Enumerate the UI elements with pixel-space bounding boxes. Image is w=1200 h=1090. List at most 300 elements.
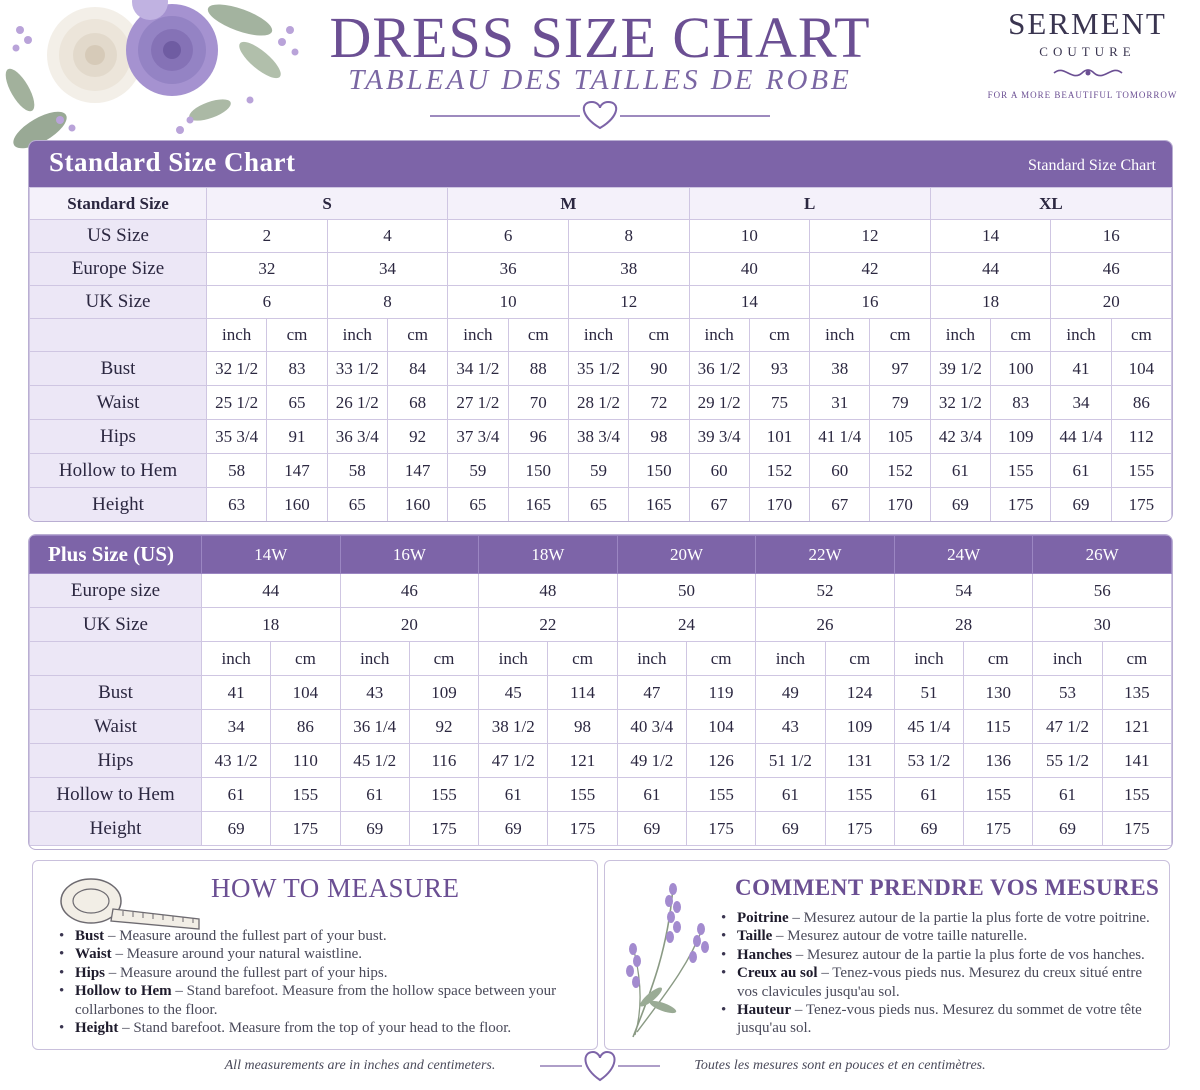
plus-size-cell: 22W bbox=[756, 536, 895, 574]
measurement-cell: 39 1/2 bbox=[930, 352, 990, 386]
unit-cm-cell: cm bbox=[825, 642, 894, 676]
measurement-cell: 60 bbox=[689, 454, 749, 488]
size-value-cell: 6 bbox=[207, 286, 328, 319]
instruction-text: – Stand barefoot. Measure from the hollow space between your collarbones to the floor. bbox=[75, 983, 557, 1018]
measurement-cell: 26 1/2 bbox=[327, 386, 387, 420]
measurement-row bbox=[30, 710, 1172, 744]
size-value-cell: 44 bbox=[202, 574, 341, 608]
measurement-cell: 61 bbox=[1033, 778, 1102, 812]
measurement-cell: 61 bbox=[930, 454, 990, 488]
plus-size-cell: 26W bbox=[1033, 536, 1172, 574]
measurement-cell: 83 bbox=[267, 352, 327, 386]
measurement-cell: 131 bbox=[825, 744, 894, 778]
size-value-cell: 8 bbox=[327, 286, 448, 319]
measurement-cell: 41 1/4 bbox=[810, 420, 870, 454]
size-value-cell: 52 bbox=[756, 574, 895, 608]
measurement-cell: 124 bbox=[825, 676, 894, 710]
size-value-cell: 8 bbox=[568, 220, 689, 253]
instruction-item bbox=[721, 946, 1166, 964]
unit-cm-cell: cm bbox=[508, 319, 568, 352]
size-value-cell: 46 bbox=[1051, 253, 1172, 286]
instruction-text: – Tenez-vous pieds nus. Mesurez du creux situé entre vos clavicules jusqu'au sol. bbox=[737, 965, 1142, 1000]
measurement-row bbox=[30, 778, 1172, 812]
row-label: Hips bbox=[30, 744, 202, 778]
measurement-cell: 88 bbox=[508, 352, 568, 386]
row-label: Waist bbox=[30, 710, 202, 744]
size-value-cell: 46 bbox=[340, 574, 479, 608]
unit-inch-cell: inch bbox=[327, 319, 387, 352]
instruction-term: Taille bbox=[737, 928, 773, 945]
measurement-cell: 93 bbox=[749, 352, 809, 386]
measurement-cell: 44 1/4 bbox=[1051, 420, 1111, 454]
measurement-cell: 91 bbox=[267, 420, 327, 454]
measurement-cell: 147 bbox=[387, 454, 447, 488]
measurement-cell: 34 1/2 bbox=[448, 352, 508, 386]
measurement-cell: 116 bbox=[409, 744, 478, 778]
measurement-cell: 43 1/2 bbox=[202, 744, 271, 778]
unit-row bbox=[30, 642, 1172, 676]
instruction-term: Hips bbox=[75, 964, 106, 981]
row-label: Hollow to Hem bbox=[30, 778, 202, 812]
measurement-cell: 29 1/2 bbox=[689, 386, 749, 420]
unit-inch-cell: inch bbox=[207, 319, 267, 352]
measurement-cell: 36 1/4 bbox=[340, 710, 409, 744]
measurement-cell: 69 bbox=[930, 488, 990, 522]
measurement-cell: 32 1/2 bbox=[930, 386, 990, 420]
measurement-cell: 175 bbox=[686, 812, 755, 846]
measurement-cell: 152 bbox=[749, 454, 809, 488]
measurement-cell: 150 bbox=[629, 454, 689, 488]
instruction-item bbox=[721, 909, 1166, 927]
measurement-cell: 67 bbox=[689, 488, 749, 522]
instruction-text: – Mesurez autour de la partie la plus forte de votre poitrine. bbox=[788, 910, 1150, 926]
footer-note-french: Toutes les mesures sont en pouces et en centimètres. bbox=[694, 1058, 986, 1073]
measurement-cell: 61 bbox=[479, 778, 548, 812]
instruction-term: Hauteur bbox=[737, 1002, 792, 1019]
plus-size-cell: 20W bbox=[617, 536, 756, 574]
size-value-cell: 36 bbox=[448, 253, 569, 286]
size-conversion-row bbox=[30, 220, 1172, 253]
measurement-cell: 61 bbox=[202, 778, 271, 812]
size-value-cell: 20 bbox=[340, 608, 479, 642]
comment-prendre-box bbox=[604, 860, 1170, 1050]
measurement-cell: 92 bbox=[409, 710, 478, 744]
measurement-cell: 136 bbox=[964, 744, 1033, 778]
size-value-cell: 18 bbox=[202, 608, 341, 642]
measurement-cell: 41 bbox=[1051, 352, 1111, 386]
instruction-term: Creux au sol bbox=[737, 965, 818, 982]
unit-cm-cell: cm bbox=[749, 319, 809, 352]
measurement-cell: 114 bbox=[548, 676, 617, 710]
standard-table-header bbox=[29, 141, 1172, 187]
instruction-text: – Measure around your natural waistline. bbox=[111, 946, 363, 963]
measurement-cell: 61 bbox=[894, 778, 963, 812]
measurement-cell: 104 bbox=[271, 676, 340, 710]
measurement-cell: 51 bbox=[894, 676, 963, 710]
size-value-cell: 38 bbox=[568, 253, 689, 286]
instruction-item bbox=[59, 927, 579, 945]
instruction-term: Hollow to Hem bbox=[75, 983, 172, 1000]
measurement-cell: 68 bbox=[387, 386, 447, 420]
measurement-cell: 49 bbox=[756, 676, 825, 710]
instruction-term: Height bbox=[75, 1020, 119, 1037]
floral-decoration bbox=[0, 0, 310, 150]
size-value-cell: 26 bbox=[756, 608, 895, 642]
measurement-cell: 67 bbox=[810, 488, 870, 522]
row-label: UK Size bbox=[30, 286, 207, 319]
brand-logo-sub: COUTURE bbox=[1039, 44, 1136, 59]
measurement-cell: 170 bbox=[870, 488, 930, 522]
measurement-cell: 104 bbox=[1111, 352, 1171, 386]
brand-tagline: FOR A MORE BEAUTIFUL TOMORROW bbox=[987, 90, 1178, 100]
instruction-item bbox=[59, 982, 579, 1019]
measurement-cell: 47 1/2 bbox=[1033, 710, 1102, 744]
size-value-cell: 48 bbox=[479, 574, 618, 608]
instruction-text: – Stand barefoot. Measure from the top of your head to the floor. bbox=[118, 1020, 512, 1037]
size-value-cell: 24 bbox=[617, 608, 756, 642]
measurement-cell: 35 3/4 bbox=[207, 420, 267, 454]
measurement-cell: 51 1/2 bbox=[756, 744, 825, 778]
measurement-cell: 98 bbox=[629, 420, 689, 454]
measurement-cell: 92 bbox=[387, 420, 447, 454]
size-conversion-row bbox=[30, 574, 1172, 608]
size-value-cell: 14 bbox=[689, 286, 810, 319]
footer-note-english: All measurements are in inches and centimeters. bbox=[224, 1058, 496, 1073]
measurement-cell: 70 bbox=[508, 386, 568, 420]
measurement-cell: 63 bbox=[207, 488, 267, 522]
measurement-cell: 58 bbox=[327, 454, 387, 488]
row-label: Standard Size bbox=[30, 188, 207, 220]
size-value-cell: 28 bbox=[894, 608, 1033, 642]
size-value-cell: 12 bbox=[568, 286, 689, 319]
measurement-cell: 34 bbox=[202, 710, 271, 744]
unit-cm-cell: cm bbox=[387, 319, 447, 352]
instruction-item bbox=[59, 1019, 579, 1037]
measurement-cell: 69 bbox=[340, 812, 409, 846]
unit-inch-cell: inch bbox=[930, 319, 990, 352]
unit-inch-cell: inch bbox=[1033, 642, 1102, 676]
instruction-text: – Mesurez autour de votre taille naturelle. bbox=[772, 928, 1028, 945]
measurement-cell: 69 bbox=[1033, 812, 1102, 846]
measurement-cell: 69 bbox=[617, 812, 686, 846]
heart-divider-icon bbox=[430, 98, 770, 132]
unit-inch-cell: inch bbox=[1051, 319, 1111, 352]
measurement-cell: 45 1/2 bbox=[340, 744, 409, 778]
measurement-cell: 130 bbox=[964, 676, 1033, 710]
standard-size-table bbox=[28, 140, 1173, 522]
instruction-text: – Measure around the fullest part of your hips. bbox=[105, 964, 388, 981]
size-value-cell: 40 bbox=[689, 253, 810, 286]
measurement-cell: 109 bbox=[409, 676, 478, 710]
unit-cm-cell: cm bbox=[267, 319, 327, 352]
measurement-cell: 141 bbox=[1102, 744, 1171, 778]
measurement-cell: 47 bbox=[617, 676, 686, 710]
size-value-cell: 18 bbox=[930, 286, 1051, 319]
row-label: Hollow to Hem bbox=[30, 454, 207, 488]
row-label-empty bbox=[30, 319, 207, 352]
measurement-cell: 109 bbox=[991, 420, 1051, 454]
measurement-cell: 121 bbox=[548, 744, 617, 778]
measurement-cell: 59 bbox=[448, 454, 508, 488]
plus-size-table bbox=[28, 534, 1173, 850]
row-label: US Size bbox=[30, 220, 207, 253]
measurement-row bbox=[30, 386, 1172, 420]
measurement-cell: 170 bbox=[749, 488, 809, 522]
row-label: Height bbox=[30, 488, 207, 522]
unit-cm-cell: cm bbox=[1111, 319, 1171, 352]
measurement-cell: 45 1/4 bbox=[894, 710, 963, 744]
measurement-cell: 83 bbox=[991, 386, 1051, 420]
measurement-cell: 61 bbox=[617, 778, 686, 812]
unit-cm-cell: cm bbox=[409, 642, 478, 676]
measurement-cell: 101 bbox=[749, 420, 809, 454]
measurement-cell: 110 bbox=[271, 744, 340, 778]
comment-prendre-list bbox=[721, 909, 1166, 1038]
measurement-cell: 69 bbox=[202, 812, 271, 846]
comment-prendre-title: COMMENT PRENDRE VOS MESURES bbox=[735, 875, 1160, 900]
instruction-item bbox=[721, 927, 1166, 945]
measurement-cell: 43 bbox=[756, 710, 825, 744]
size-value-cell: 44 bbox=[930, 253, 1051, 286]
size-value-cell: 16 bbox=[810, 286, 931, 319]
measurement-row bbox=[30, 812, 1172, 846]
measurement-cell: 38 1/2 bbox=[479, 710, 548, 744]
measurement-cell: 126 bbox=[686, 744, 755, 778]
measurement-cell: 175 bbox=[1102, 812, 1171, 846]
measurement-cell: 37 3/4 bbox=[448, 420, 508, 454]
instruction-term: Hanches bbox=[737, 946, 793, 963]
measurement-row bbox=[30, 488, 1172, 522]
measurement-cell: 55 1/2 bbox=[1033, 744, 1102, 778]
instruction-item bbox=[59, 964, 579, 982]
measurement-cell: 42 3/4 bbox=[930, 420, 990, 454]
how-to-measure-title: HOW TO MEASURE bbox=[211, 873, 460, 903]
plus-size-cell: 14W bbox=[202, 536, 341, 574]
size-value-cell: 6 bbox=[448, 220, 569, 253]
measurement-cell: 69 bbox=[1051, 488, 1111, 522]
standard-table-title: Standard Size Chart bbox=[49, 147, 296, 177]
measurement-cell: 105 bbox=[870, 420, 930, 454]
measurement-cell: 90 bbox=[629, 352, 689, 386]
letter-size-cell: XL bbox=[930, 188, 1171, 220]
plus-size-cell: 16W bbox=[340, 536, 479, 574]
measurement-cell: 69 bbox=[756, 812, 825, 846]
plus-size-header-row bbox=[30, 536, 1172, 574]
size-value-cell: 20 bbox=[1051, 286, 1172, 319]
measurement-cell: 175 bbox=[964, 812, 1033, 846]
measurement-cell: 79 bbox=[870, 386, 930, 420]
measurement-cell: 155 bbox=[271, 778, 340, 812]
measurement-cell: 121 bbox=[1102, 710, 1171, 744]
measurement-cell: 69 bbox=[479, 812, 548, 846]
size-value-cell: 12 bbox=[810, 220, 931, 253]
measurement-cell: 39 3/4 bbox=[689, 420, 749, 454]
unit-cm-cell: cm bbox=[686, 642, 755, 676]
unit-cm-cell: cm bbox=[548, 642, 617, 676]
page-subtitle: TABLEAU DES TAILLES DE ROBE bbox=[348, 64, 852, 96]
instruction-term: Poitrine bbox=[737, 910, 789, 926]
unit-inch-cell: inch bbox=[756, 642, 825, 676]
measurement-cell: 86 bbox=[271, 710, 340, 744]
measurement-cell: 150 bbox=[508, 454, 568, 488]
page-title: DRESS SIZE CHART bbox=[329, 5, 871, 70]
row-label: Bust bbox=[30, 352, 207, 386]
measurement-cell: 33 1/2 bbox=[327, 352, 387, 386]
how-to-measure-box bbox=[32, 860, 598, 1050]
measurement-row bbox=[30, 676, 1172, 710]
measurement-cell: 61 bbox=[1051, 454, 1111, 488]
measurement-cell: 61 bbox=[340, 778, 409, 812]
unit-cm-cell: cm bbox=[271, 642, 340, 676]
instruction-text: – Tenez-vous pieds nus. Mesurez du sommet de votre tête jusqu'au sol. bbox=[737, 1002, 1142, 1037]
measurement-cell: 65 bbox=[267, 386, 327, 420]
measurement-cell: 36 3/4 bbox=[327, 420, 387, 454]
unit-inch-cell: inch bbox=[340, 642, 409, 676]
measurement-cell: 135 bbox=[1102, 676, 1171, 710]
measurement-cell: 31 bbox=[810, 386, 870, 420]
measurement-cell: 45 bbox=[479, 676, 548, 710]
measurement-cell: 104 bbox=[686, 710, 755, 744]
measurement-cell: 35 1/2 bbox=[568, 352, 628, 386]
plus-table-title: Plus Size (US) bbox=[30, 536, 202, 574]
size-value-cell: 54 bbox=[894, 574, 1033, 608]
size-value-cell: 10 bbox=[689, 220, 810, 253]
measurement-cell: 97 bbox=[870, 352, 930, 386]
unit-inch-cell: inch bbox=[202, 642, 271, 676]
letter-size-cell: M bbox=[448, 188, 689, 220]
measurement-cell: 27 1/2 bbox=[448, 386, 508, 420]
measurement-cell: 175 bbox=[409, 812, 478, 846]
measurement-cell: 58 bbox=[207, 454, 267, 488]
measuring-tape-icon bbox=[53, 873, 203, 931]
unit-inch-cell: inch bbox=[689, 319, 749, 352]
measurement-cell: 175 bbox=[1111, 488, 1171, 522]
measurement-cell: 65 bbox=[448, 488, 508, 522]
measurement-cell: 53 1/2 bbox=[894, 744, 963, 778]
lavender-icon bbox=[613, 867, 721, 1042]
unit-inch-cell: inch bbox=[617, 642, 686, 676]
measurement-cell: 175 bbox=[548, 812, 617, 846]
measurement-cell: 175 bbox=[271, 812, 340, 846]
measurement-cell: 25 1/2 bbox=[207, 386, 267, 420]
measurement-cell: 59 bbox=[568, 454, 628, 488]
measurement-cell: 40 3/4 bbox=[617, 710, 686, 744]
instruction-item bbox=[721, 1001, 1166, 1038]
measurement-cell: 100 bbox=[991, 352, 1051, 386]
measurement-cell: 152 bbox=[870, 454, 930, 488]
measurement-cell: 41 bbox=[202, 676, 271, 710]
row-label: Europe size bbox=[30, 574, 202, 608]
row-label: Europe Size bbox=[30, 253, 207, 286]
plus-size-cell: 18W bbox=[479, 536, 618, 574]
measurement-cell: 32 1/2 bbox=[207, 352, 267, 386]
size-value-cell: 42 bbox=[810, 253, 931, 286]
measurement-row bbox=[30, 744, 1172, 778]
unit-cm-cell: cm bbox=[964, 642, 1033, 676]
row-label: Bust bbox=[30, 676, 202, 710]
measurement-cell: 155 bbox=[1111, 454, 1171, 488]
size-value-cell: 30 bbox=[1033, 608, 1172, 642]
measurement-cell: 60 bbox=[810, 454, 870, 488]
instruction-item bbox=[721, 964, 1166, 1001]
size-value-cell: 16 bbox=[1051, 220, 1172, 253]
size-value-cell: 2 bbox=[207, 220, 328, 253]
measurement-cell: 155 bbox=[548, 778, 617, 812]
unit-inch-cell: inch bbox=[810, 319, 870, 352]
row-label: UK Size bbox=[30, 608, 202, 642]
ornament-icon bbox=[1050, 62, 1126, 84]
measurement-cell: 65 bbox=[568, 488, 628, 522]
size-value-cell: 34 bbox=[327, 253, 448, 286]
measurement-cell: 147 bbox=[267, 454, 327, 488]
measurement-cell: 38 bbox=[810, 352, 870, 386]
size-value-cell: 4 bbox=[327, 220, 448, 253]
measurement-cell: 175 bbox=[825, 812, 894, 846]
unit-cm-cell: cm bbox=[870, 319, 930, 352]
measurement-cell: 155 bbox=[1102, 778, 1171, 812]
measurement-cell: 165 bbox=[629, 488, 689, 522]
measurement-cell: 165 bbox=[508, 488, 568, 522]
measurement-cell: 34 bbox=[1051, 386, 1111, 420]
measurement-cell: 43 bbox=[340, 676, 409, 710]
instruction-item bbox=[59, 945, 579, 963]
measurement-cell: 86 bbox=[1111, 386, 1171, 420]
standard-size-row bbox=[30, 188, 1172, 220]
measurement-cell: 155 bbox=[686, 778, 755, 812]
unit-row bbox=[30, 319, 1172, 352]
measurement-cell: 65 bbox=[327, 488, 387, 522]
size-value-cell: 32 bbox=[207, 253, 328, 286]
measurement-cell: 155 bbox=[825, 778, 894, 812]
measurement-cell: 119 bbox=[686, 676, 755, 710]
measurement-cell: 75 bbox=[749, 386, 809, 420]
plus-size-cell: 24W bbox=[894, 536, 1033, 574]
measurement-cell: 112 bbox=[1111, 420, 1171, 454]
measurement-cell: 38 3/4 bbox=[568, 420, 628, 454]
measurement-cell: 155 bbox=[964, 778, 1033, 812]
row-label: Height bbox=[30, 812, 202, 846]
row-label: Waist bbox=[30, 386, 207, 420]
brand-logo-name: SERMENT bbox=[1008, 6, 1167, 41]
measurement-cell: 53 bbox=[1033, 676, 1102, 710]
how-to-measure-list bbox=[59, 927, 579, 1037]
size-conversion-row bbox=[30, 608, 1172, 642]
size-value-cell: 10 bbox=[448, 286, 569, 319]
letter-size-cell: L bbox=[689, 188, 930, 220]
size-conversion-row bbox=[30, 286, 1172, 319]
measurement-row bbox=[30, 420, 1172, 454]
unit-inch-cell: inch bbox=[479, 642, 548, 676]
unit-inch-cell: inch bbox=[894, 642, 963, 676]
standard-table-title-right: Standard Size Chart bbox=[1028, 157, 1156, 174]
letter-size-cell: S bbox=[207, 188, 448, 220]
unit-inch-cell: inch bbox=[448, 319, 508, 352]
unit-cm-cell: cm bbox=[991, 319, 1051, 352]
measurement-cell: 49 1/2 bbox=[617, 744, 686, 778]
row-label: Hips bbox=[30, 420, 207, 454]
measurement-cell: 155 bbox=[409, 778, 478, 812]
instruction-text: – Measure around the fullest part of your bust. bbox=[104, 928, 387, 944]
instruction-term: Waist bbox=[75, 946, 112, 963]
measurement-cell: 47 1/2 bbox=[479, 744, 548, 778]
size-conversion-row bbox=[30, 253, 1172, 286]
measurement-cell: 98 bbox=[548, 710, 617, 744]
measurement-cell: 72 bbox=[629, 386, 689, 420]
measurement-cell: 96 bbox=[508, 420, 568, 454]
unit-cm-cell: cm bbox=[629, 319, 689, 352]
measurement-cell: 160 bbox=[267, 488, 327, 522]
size-value-cell: 50 bbox=[617, 574, 756, 608]
